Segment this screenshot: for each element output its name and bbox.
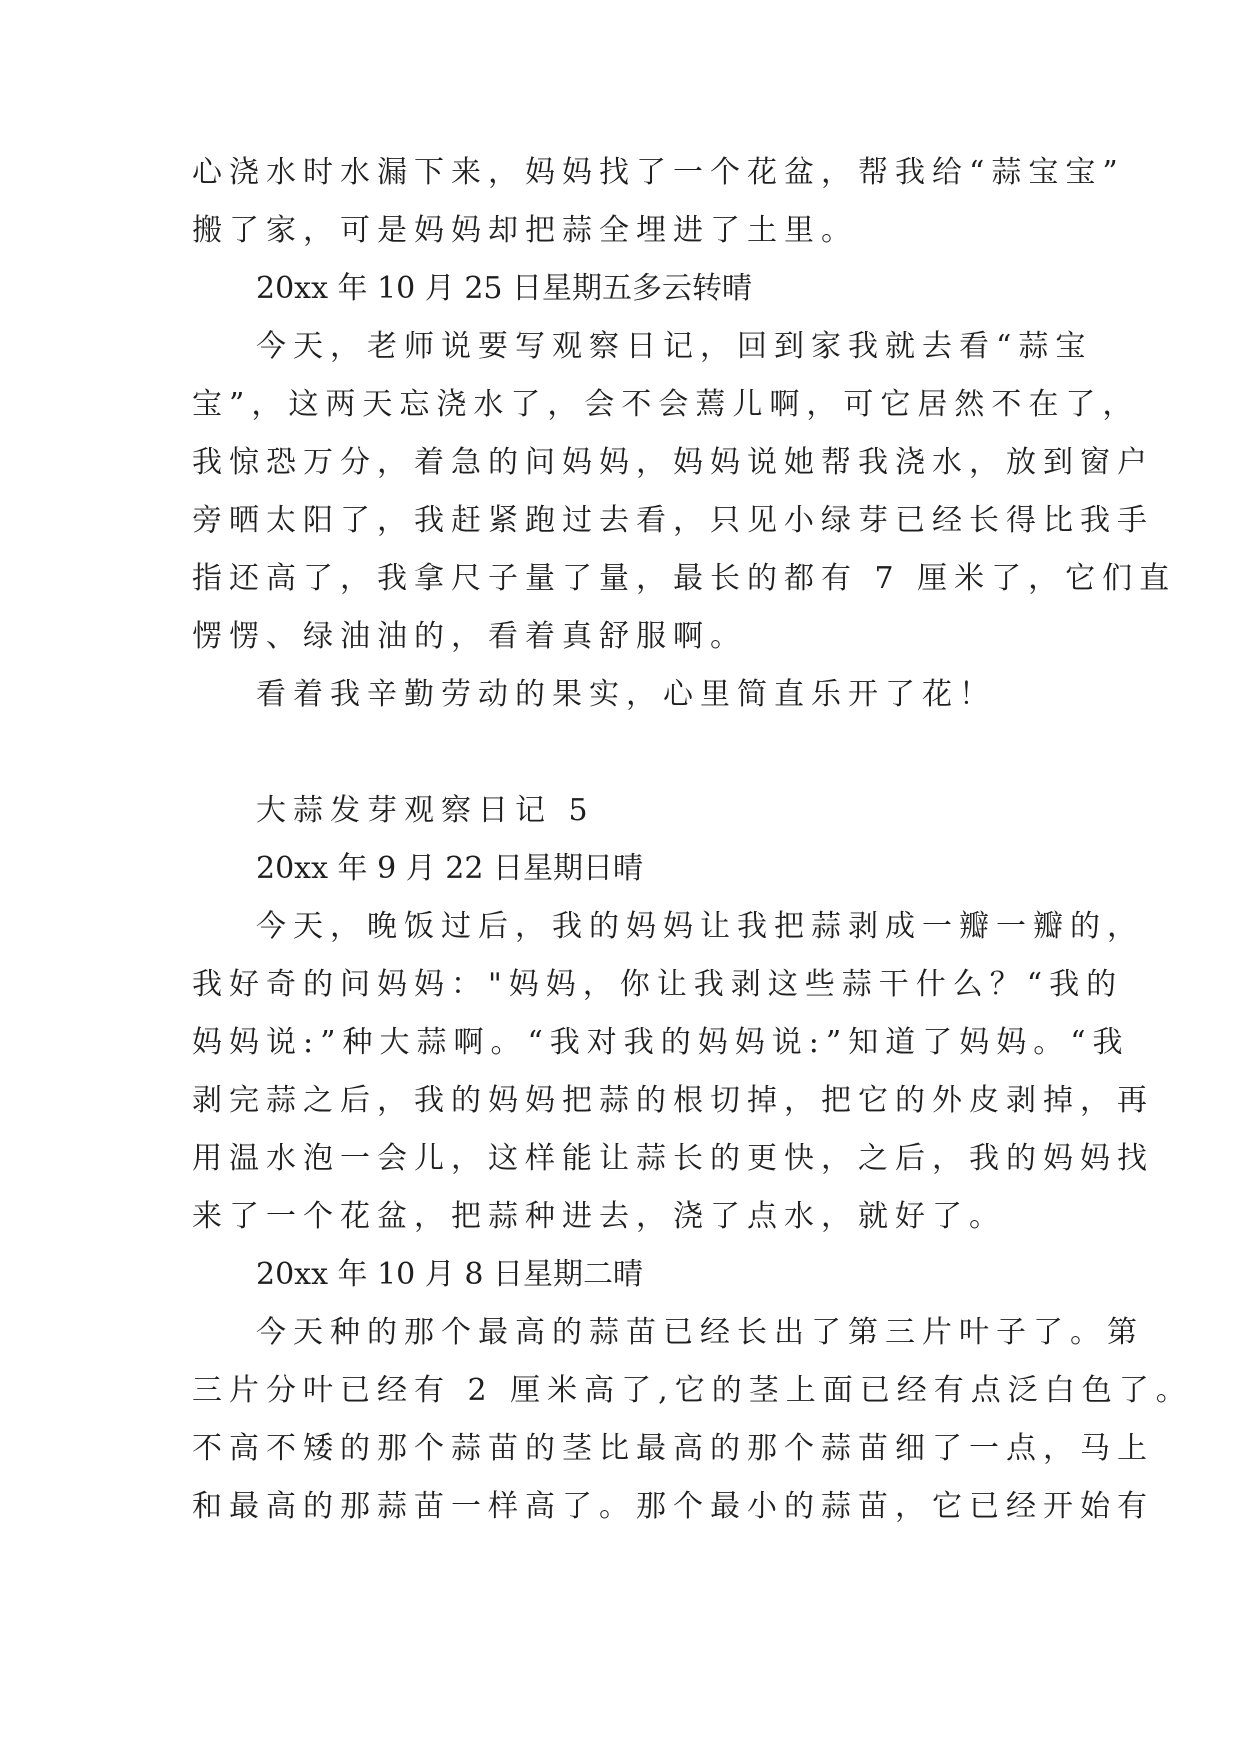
paragraph-line: 愣愣、绿油油的，看着真舒服啊。 [192,619,747,654]
paragraph-line: 今天，老师说要写观察日记，回到家我就去看“蒜宝 [256,329,1093,364]
paragraph-line: 宝”，这两天忘浇水了，会不会蔫儿啊，可它居然不在了， [192,387,1140,422]
entry-date-heading: 20xx 年 9 月 22 日星期日晴 [256,851,643,886]
paragraph-line: 和最高的那蒜苗一样高了。那个最小的蒜苗，它已经开始有 [192,1489,1154,1524]
paragraph-line: 旁晒太阳了，我赶紧跑过去看，只见小绿芽已经长得比我手 [192,503,1154,538]
paragraph-line: 来了一个花盆，把蒜种进去，浇了点水，就好了。 [192,1199,1006,1234]
entry-date-heading: 20xx 年 10 月 25 日星期五多云转晴 [256,271,753,306]
paragraph-line: 今天种的那个最高的蒜苗已经长出了第三片叶子了。第 [256,1315,1144,1350]
entry-date-heading: 20xx 年 10 月 8 日星期二晴 [256,1257,643,1292]
paragraph-line: 我惊恐万分，着急的问妈妈，妈妈说她帮我浇水，放到窗户 [192,445,1154,480]
paragraph-line: 看着我辛勤劳动的果实，心里简直乐开了花！ [256,677,996,712]
paragraph-line: 心浇水时水漏下来，妈妈找了一个花盆，帮我给“蒜宝宝” [192,155,1125,190]
paragraph-line: 今天，晚饭过后，我的妈妈让我把蒜剥成一瓣一瓣的， [256,909,1144,944]
paragraph-line: 剥完蒜之后，我的妈妈把蒜的根切掉，把它的外皮剥掉，再 [192,1083,1154,1118]
paragraph-line: 不高不矮的那个蒜苗的茎比最高的那个蒜苗细了一点，马上 [192,1431,1154,1466]
paragraph-line: 三片分叶已经有 2 厘米高了,它的茎上面已经有点泛白色了。 [192,1373,1193,1408]
paragraph-line: 指还高了，我拿尺子量了量，最长的都有 7 厘米了，它们直 [192,561,1177,596]
paragraph-line: 搬了家，可是妈妈却把蒜全埋进了土里。 [192,213,858,248]
paragraph-line: 用温水泡一会儿，这样能让蒜长的更快，之后，我的妈妈找 [192,1141,1154,1176]
paragraph-line: 我好奇的问妈妈："妈妈，你让我剥这些蒜干什么？“我的 [192,967,1124,1002]
paragraph-line: 妈妈说:”种大蒜啊。“我对我的妈妈说:”知道了妈妈。“我 [192,1025,1130,1060]
section-title: 大蒜发芽观察日记 5 [256,793,595,828]
